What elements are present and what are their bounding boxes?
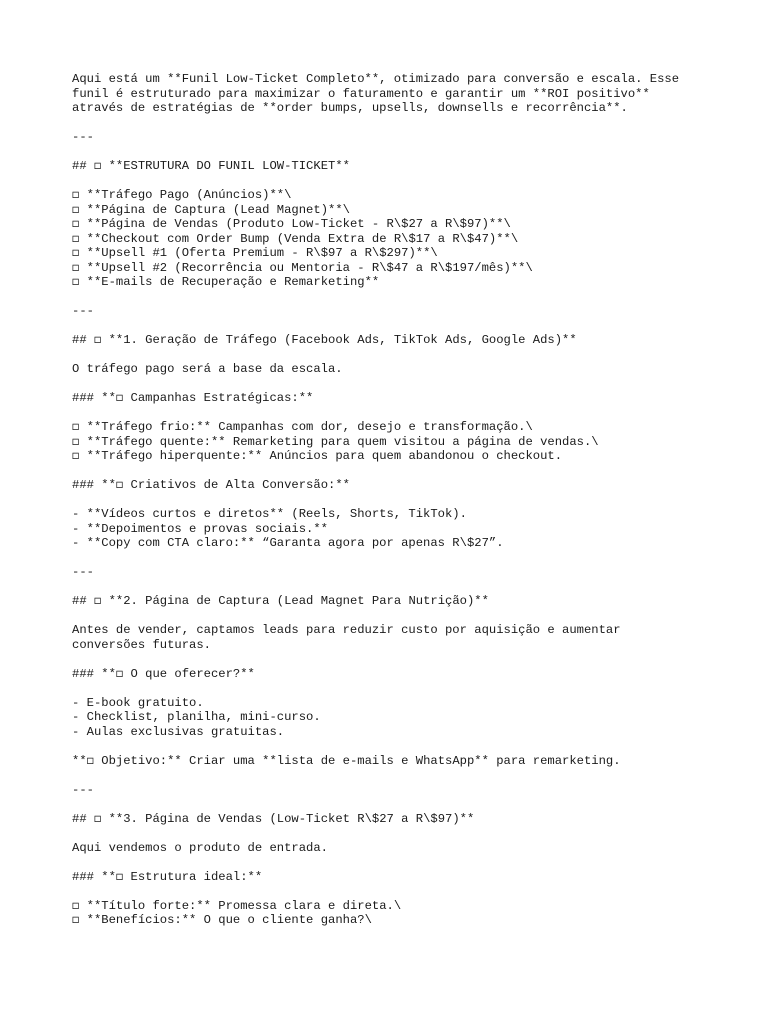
subheading-structure: ### **◻ Estrutura ideal:** xyxy=(72,869,263,884)
list-item: - **Depoimentos e provas sociais.** xyxy=(72,521,328,536)
blank-line xyxy=(72,377,712,392)
document-page xyxy=(72,72,712,928)
list-item: ◻ **Upsell #1 (Oferta Premium - R\$97 a R\$297)**\ xyxy=(72,246,438,260)
blank-line xyxy=(72,580,712,595)
list-item: ◻ **Tráfego Pago (Anúncios)**\ xyxy=(72,188,292,202)
heading-section-1: ## ◻ **1. Geração de Tráfego (Facebook Ads, TikTok Ads, Google Ads)** xyxy=(72,333,577,347)
blank-line xyxy=(72,884,712,899)
list-item: ◻ **Checkout com Order Bump (Venda Extra de R\$17 a R\$47)**\ xyxy=(72,231,519,246)
blank-line xyxy=(72,174,712,189)
blank-line xyxy=(72,609,712,624)
blank-line xyxy=(72,855,712,870)
intro-line-1: Aqui está um **Funil Low-Ticket Completo**, otimizado para conversão e escala. Esse xyxy=(72,72,680,86)
paragraph: O tráfego pago será a base da escala. xyxy=(72,362,343,376)
list-item: ◻ **Tráfego hiperquente:** Anúncios para quem abandonou o checkout. xyxy=(72,449,563,463)
list-item: ◻ **Tráfego quente:** Remarketing para quem visitou a página de vendas.\ xyxy=(72,434,599,449)
subheading-creatives: ### **◻ Criativos de Alta Conversão:** xyxy=(72,478,350,492)
heading-section-3: ## ◻ **3. Página de Vendas (Low-Ticket R\$27 a R\$97)** xyxy=(72,811,475,826)
blank-line xyxy=(72,652,712,667)
list-item: - **Vídeos curtos e diretos** (Reels, Shorts, TikTok). xyxy=(72,507,467,521)
list-item: ◻ **Upsell #2 (Recorrência ou Mentoria - R\$47 a R\$197/mês)**\ xyxy=(72,260,533,275)
subheading-offer: ### **◻ O que oferecer?** xyxy=(72,666,255,681)
list-item: - **Copy com CTA claro:** “Garanta agora por apenas R\$27”. xyxy=(72,536,504,550)
list-item: ◻ **E-mails de Recuperação e Remarketing** xyxy=(72,275,380,289)
list-item: ◻ **Página de Captura (Lead Magnet)**\ xyxy=(72,202,350,217)
blank-line xyxy=(72,290,712,305)
objective-line: **◻ Objetivo:** Criar uma **lista de e-mails e WhatsApp** para remarketing. xyxy=(72,753,621,768)
list-item: - Aulas exclusivas gratuitas. xyxy=(72,724,285,739)
heading-structure: ## ◻ **ESTRUTURA DO FUNIL LOW-TICKET** xyxy=(72,159,350,173)
divider: --- xyxy=(72,304,94,318)
blank-line xyxy=(72,493,712,508)
blank-line xyxy=(72,826,712,841)
list-item: - E-book gratuito. xyxy=(72,695,204,710)
blank-line xyxy=(72,348,712,363)
divider: --- xyxy=(72,782,94,797)
divider: --- xyxy=(72,565,94,579)
list-item: ◻ **Título forte:** Promessa clara e direta.\ xyxy=(72,898,402,913)
blank-line xyxy=(72,145,712,160)
blank-line xyxy=(72,768,712,783)
blank-line xyxy=(72,116,712,131)
blank-line xyxy=(72,797,712,812)
blank-line xyxy=(72,551,712,566)
blank-line xyxy=(72,681,712,696)
blank-line xyxy=(72,739,712,754)
paragraph: Aqui vendemos o produto de entrada. xyxy=(72,840,328,855)
blank-line xyxy=(72,464,712,479)
list-item: ◻ **Tráfego frio:** Campanhas com dor, desejo e transformação.\ xyxy=(72,420,533,434)
subheading-campaigns: ### **◻ Campanhas Estratégicas:** xyxy=(72,391,314,405)
intro-line-2: funil é estruturado para maximizar o faturamento e garantir um **ROI positivo** xyxy=(72,86,650,101)
list-item: - Checklist, planilha, mini-curso. xyxy=(72,710,321,724)
intro-line-3: através de estratégias de **order bumps, upsells, downsells e recorrência**. xyxy=(72,101,628,115)
paragraph: conversões futuras. xyxy=(72,637,211,652)
divider: --- xyxy=(72,130,94,144)
list-item: ◻ **Benefícios:** O que o cliente ganha?\ xyxy=(72,913,372,927)
blank-line xyxy=(72,406,712,421)
blank-line xyxy=(72,319,712,334)
list-item: ◻ **Página de Vendas (Produto Low-Ticket - R\$27 a R\$97)**\ xyxy=(72,217,511,231)
heading-section-2: ## ◻ **2. Página de Captura (Lead Magnet Para Nutrição)** xyxy=(72,594,489,608)
paragraph: Antes de vender, captamos leads para reduzir custo por aquisição e aumentar xyxy=(72,623,621,637)
